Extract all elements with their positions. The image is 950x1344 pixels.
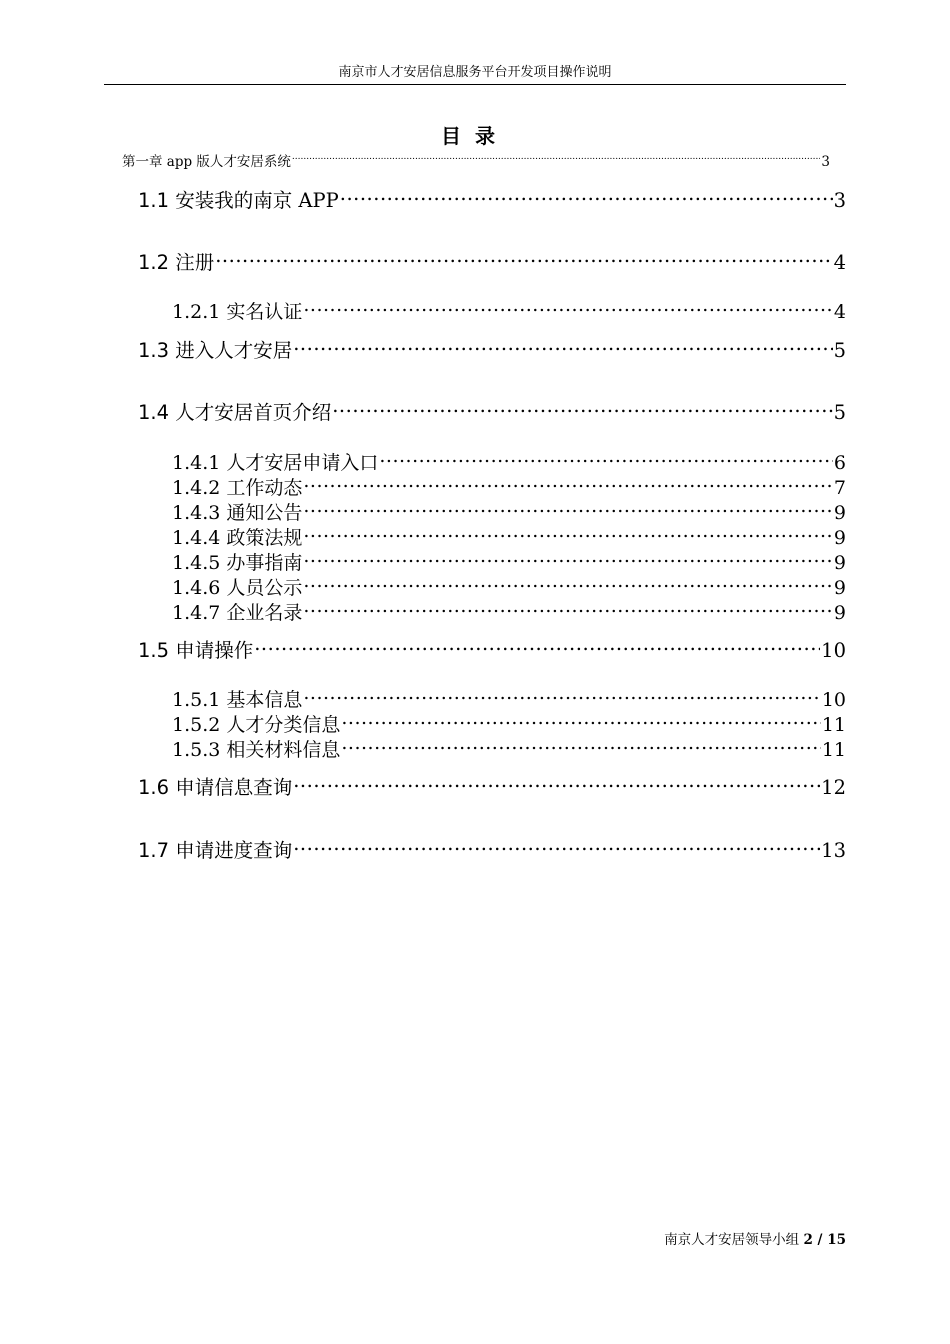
toc-entry-label: 1.2.1 实名认证 — [172, 301, 303, 323]
toc-entry-label: 申请进度查询 — [169, 838, 293, 862]
toc-entry-1-4-2[interactable] — [172, 475, 846, 501]
toc-entry-label: 注册 — [169, 250, 215, 274]
toc-entry-page: 9 — [833, 602, 846, 624]
page-footer — [560, 1231, 846, 1249]
toc-entry-label: 第一章 app 版人才安居系统 — [122, 153, 291, 170]
page-header: 南京市人才安居信息服务平台开发项目操作说明 — [338, 65, 612, 80]
toc-entry-1-5[interactable] — [138, 637, 846, 664]
toc-entry-1-2[interactable] — [138, 249, 846, 276]
toc-entry-page: 9 — [833, 577, 846, 599]
toc-entry-number: 1.1 — [138, 188, 170, 212]
dot-leader — [303, 525, 833, 544]
dot-leader — [303, 600, 833, 619]
toc-entry-label: 1.4.3 通知公告 — [172, 502, 303, 524]
toc-entry-1-1[interactable] — [138, 187, 846, 214]
page-number-separator: / — [812, 1232, 828, 1248]
toc-entry-label: 1.5.2 人才分类信息 — [172, 714, 341, 736]
toc-entry-page: 10 — [821, 638, 846, 662]
toc-entry-page: 5 — [833, 400, 846, 424]
dot-leader — [303, 575, 833, 594]
toc-entry-1-4-3[interactable] — [172, 500, 846, 526]
dot-leader — [303, 475, 833, 494]
toc-title: 目录 — [441, 124, 509, 148]
dot-leader — [215, 249, 832, 269]
toc-entry-1-4-4[interactable] — [172, 525, 846, 551]
toc-entry-label: 进入人才安居 — [169, 338, 293, 362]
dot-leader — [332, 399, 832, 419]
toc-entry-1-4-7[interactable] — [172, 600, 846, 626]
toc-entry-number: 1.5 — [138, 638, 170, 662]
toc-entry-1-6[interactable] — [138, 774, 846, 801]
toc-entry-1-5-3[interactable] — [172, 737, 846, 763]
toc-entry-page: 3 — [833, 188, 846, 212]
dot-leader — [341, 712, 820, 731]
dot-leader — [303, 500, 833, 519]
toc-entry-1-4[interactable] — [138, 399, 846, 426]
toc-entry-label: 1.5.3 相关材料信息 — [172, 739, 341, 761]
toc-entry-page: 3 — [821, 153, 830, 170]
dot-leader — [303, 550, 833, 569]
dot-leader — [254, 637, 820, 657]
toc-entry-label: 1.4.2 工作动态 — [172, 477, 303, 499]
toc-entry-label: 申请操作 — [169, 638, 254, 662]
dot-leader — [379, 450, 833, 469]
toc-entry-1-3[interactable] — [138, 337, 846, 364]
toc-entry-label: 1.4.6 人员公示 — [172, 577, 303, 599]
toc-entry-page: 5 — [833, 338, 846, 362]
dot-leader — [293, 837, 820, 857]
toc-entry-page: 11 — [821, 739, 846, 761]
toc-entry-page: 9 — [833, 527, 846, 549]
dot-leader — [303, 687, 820, 706]
toc-entry-1-5-2[interactable] — [172, 712, 846, 738]
toc-entry-number: 1.2 — [138, 250, 170, 274]
toc-entry-1-2-1[interactable] — [172, 299, 846, 325]
toc-entry-label: 1.4.1 人才安居申请入口 — [172, 452, 379, 474]
toc-entry-number: 1.7 — [138, 838, 170, 862]
toc-entry-page: 4 — [833, 250, 846, 274]
toc-entry-label: 安装我的南京 APP — [169, 188, 339, 212]
toc-entry-page: 9 — [833, 502, 846, 524]
dot-leader — [341, 737, 820, 756]
toc-entry-number: 1.4 — [138, 400, 170, 424]
dot-leader — [293, 774, 820, 794]
toc-entry-label: 申请信息查询 — [169, 775, 293, 799]
toc-entry-1-4-6[interactable] — [172, 575, 846, 601]
footer-text: 南京人才安居领导小组 — [664, 1232, 804, 1248]
dot-leader — [340, 187, 833, 207]
toc-entry-page: 11 — [821, 714, 846, 736]
toc-entry-label: 1.4.7 企业名录 — [172, 602, 303, 624]
toc-entry-page: 6 — [833, 452, 846, 474]
toc-entry-1-4-1[interactable] — [172, 450, 846, 476]
toc-entry-number: 1.3 — [138, 338, 170, 362]
toc-entry-label: 人才安居首页介绍 — [169, 400, 332, 424]
toc-entry-label: 1.5.1 基本信息 — [172, 689, 303, 711]
dot-leader — [292, 152, 820, 166]
page-number-total: 15 — [827, 1232, 846, 1248]
toc-entry-page: 4 — [833, 301, 846, 323]
toc-entry-1-7[interactable] — [138, 837, 846, 864]
toc-entry-1-5-1[interactable] — [172, 687, 846, 713]
toc-entry-label: 1.4.4 政策法规 — [172, 527, 303, 549]
toc-entry-page: 9 — [833, 552, 846, 574]
dot-leader — [293, 337, 832, 357]
toc-entry-page: 12 — [821, 775, 846, 799]
toc-entry-page: 7 — [833, 477, 846, 499]
toc-entry-number: 1.6 — [138, 775, 170, 799]
toc-entry-page: 10 — [821, 689, 846, 711]
page-number-current: 2 — [803, 1232, 813, 1248]
toc-entry-chapter-1[interactable] — [122, 152, 830, 171]
toc-entry-page: 13 — [821, 838, 846, 862]
toc-entry-1-4-5[interactable] — [172, 550, 846, 576]
dot-leader — [303, 299, 833, 318]
toc-entry-label: 1.4.5 办事指南 — [172, 552, 303, 574]
